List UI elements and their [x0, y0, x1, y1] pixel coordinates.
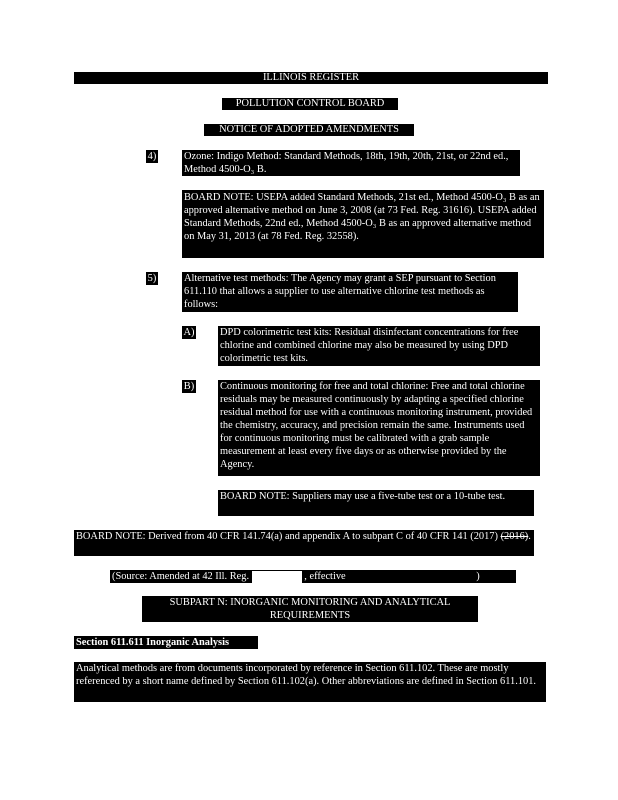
item5b-board-note [218, 490, 534, 516]
item4-text [182, 150, 520, 176]
main-board-note-text: BOARD NOTE: Derived from 40 CFR 141.74(a) and appendix A to subpart C of 40 CFR 141 (2017) [76, 531, 498, 542]
source-blank-reg [252, 571, 302, 583]
item5a-text-content: DPD colorimetric test kits: Residual disinfectant concentrations for free chlorine and combined chlorine may also be measured by using DPD colorimetric test kits. [220, 327, 519, 364]
item5a-label-text: A) [183, 327, 195, 338]
item5b-board-note-text: BOARD NOTE: Suppliers may use a five-tube test or a 10-tube test. [220, 491, 506, 502]
source-blank-effective [348, 571, 476, 583]
item5-text [182, 272, 518, 312]
board-title-text: POLLUTION CONTROL BOARD [235, 98, 385, 109]
item5a-label [182, 326, 196, 339]
source-line [110, 570, 516, 583]
section-body-text: Analytical methods are from documents incorporated by reference in Section 611.102. These are mostly referenced by a short name defined by Section 611.102(a). Other abbreviations are defined in Section 611.101. [76, 663, 537, 687]
item5b-text [218, 380, 540, 476]
item5b-label [182, 380, 196, 393]
item4-number-text: 4) [147, 151, 157, 162]
source-middle: , effective [304, 571, 346, 582]
item5-number [146, 272, 158, 285]
struck-year: (2016) [500, 531, 529, 542]
notice-title-text: NOTICE OF ADOPTED AMENDMENTS [219, 124, 399, 135]
item5a-text [218, 326, 540, 366]
subpart-header [142, 596, 478, 622]
item5-number-text: 5) [147, 273, 157, 284]
item4-board-note [182, 190, 544, 258]
register-title: ILLINOIS REGISTER [262, 72, 360, 83]
item4-number [146, 150, 158, 163]
section-body [74, 662, 546, 702]
subpart-line2: REQUIREMENTS [269, 610, 351, 621]
board-title [222, 98, 398, 110]
item4-text-content: Ozone: Indigo Method: Standard Methods, 18th, 19th, 20th, 21st, or 22nd ed., Method 4500-O₃ B. [184, 151, 509, 175]
subpart-line1: SUBPART N: INORGANIC MONITORING AND ANALYTICAL [169, 597, 451, 608]
register-header [74, 72, 548, 84]
item5b-label-text: B) [183, 381, 195, 392]
notice-title [204, 124, 414, 136]
item5-text-content: Alternative test methods: The Agency may grant a SEP pursuant to Section 611.110 that allows a supplier to use alternative chlorine test methods as follows: [184, 273, 496, 310]
section-title-text: Section 611.611 Inorganic Analysis [76, 637, 229, 648]
main-board-note-end: . [528, 531, 531, 542]
main-board-note [74, 530, 534, 556]
item5b-text-content: Continuous monitoring for free and total chlorine: Free and total chlorine residuals may be measured continuously by adapting a specified chlorine residual method for use with a continuous monitoring instrument, provided the chemistry, accuracy, and precision remain the same. Instruments used for continuous monitoring must be calibrated with a grab sample measurement at least every five days or as otherwise provided by the Agency. [220, 381, 533, 470]
section-title [74, 636, 258, 649]
source-suffix: ) [476, 571, 480, 582]
source-prefix: (Source: Amended at 42 Ill. Reg. [112, 571, 250, 582]
item4-board-note-text: BOARD NOTE: USEPA added Standard Methods, 21st ed., Method 4500-O₃ B as an approved alternative method on June 3, 2008 (at 73 Fed. Reg. 31616). USEPA added Standard Methods, 22nd ed., Method 4500-O₃ B as an approved alternative method on May 31, 2013 (at 78 Fed. Reg. 32558). [184, 192, 540, 242]
